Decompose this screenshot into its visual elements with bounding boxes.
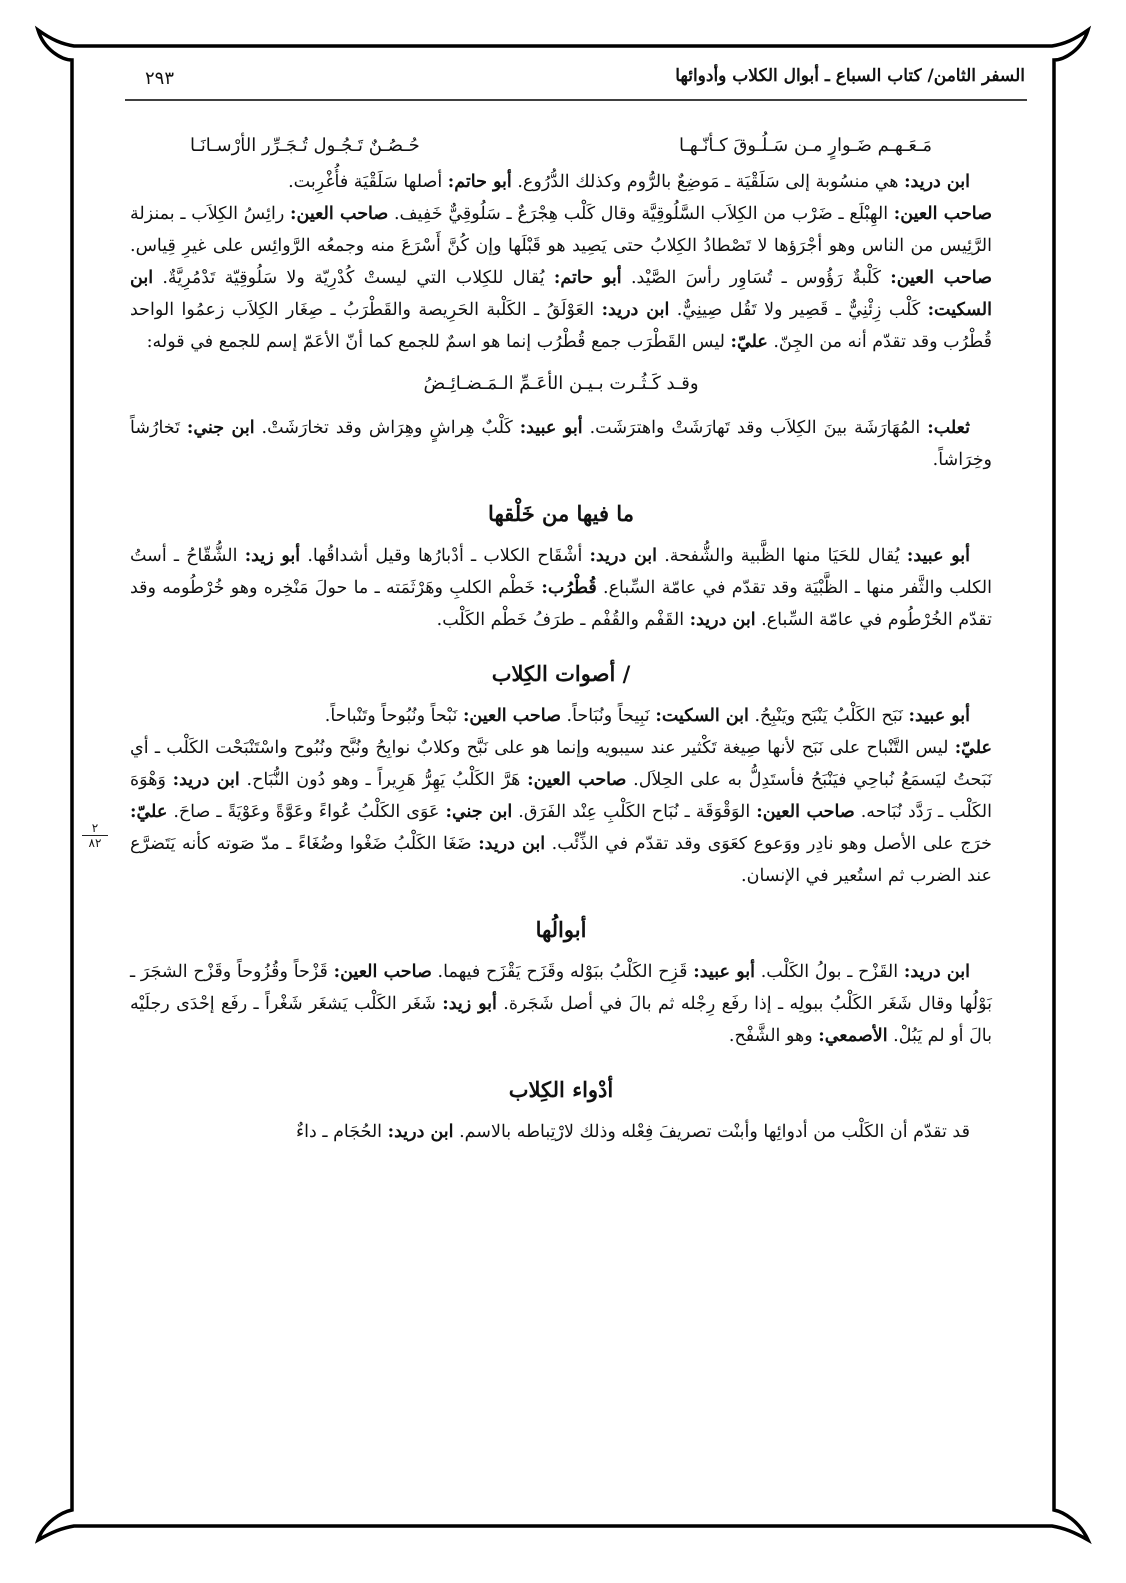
paragraph-text: ليس القَطْرَب جمع قُطْرُب إنما هو اسمٌ للجمع كما أنّ الأعَمّ إسم للجمع في قوله: [146, 332, 731, 352]
speaker: ابن السكيت: [655, 706, 749, 726]
paragraph-text: وهو الشَّفْح. [728, 1026, 819, 1046]
speaker: ابن دريد: [601, 300, 670, 320]
speaker: صاحب العين: [756, 802, 855, 822]
page-number: ٢٩٣ [145, 68, 175, 89]
speaker: ابن جني: [186, 418, 255, 438]
speaker: ابن السكيت: [130, 268, 992, 320]
speaker: أبو حاتم: [553, 268, 622, 288]
paragraph-text: الهِبْلَع ـ ضَرْب من الكِلاَب السَّلُوقِيَّة وقال كَلْب هِجْرَعٌ ـ سَلُوقِيٌّ خَفِيف. [388, 204, 894, 224]
speaker: أبو حاتم: [447, 172, 512, 192]
paragraph-text: قد تقدّم أن الكَلْب من أدوائِها وأبنْت تصريفَ فِعْله وذلك لارْتِباطه بالاسم. [453, 1122, 970, 1142]
paragraph-3 [130, 412, 992, 476]
paragraph-text: خَطْم الكلبِ وهَرْثَمَته ـ ما حولَ مَنْخِره وهو خُرْطُومه وقد تقدّم الخُرْطُوم في عامّة السِّباع. [130, 578, 992, 630]
paragraph-text: نَبْحاً ونُبُوحاً وتَنْباحاً. [324, 706, 463, 726]
speaker: ابن دريد: [478, 834, 546, 854]
speaker: ابن دريد: [589, 546, 658, 566]
speaker: ابن دريد: [904, 172, 970, 192]
paragraph-7 [130, 956, 992, 1052]
speaker: صاحب العين: [890, 268, 992, 288]
paragraph-text: القَزْح ـ بولُ الكَلْب. [754, 962, 904, 982]
paragraph-text: الشُّقّاحُ ـ أستُ الكلب والثَّفر منها ـ الظَّبْيَة وقد تقدّم في عامّة السِّباع. [130, 546, 992, 598]
speaker: أبو عبيد: [519, 418, 583, 438]
speaker: ابن جني: [445, 802, 513, 822]
paragraph-text: تَخارُشاً وخِرَاشاً. [130, 418, 992, 470]
speaker: صاحب العين: [290, 204, 389, 224]
speaker: ابن دريد: [172, 770, 240, 790]
paragraph-4 [130, 540, 992, 636]
paragraph-text: القَفْم والقُفْم ـ طرَفُ خَطْم الكَلْب. [436, 610, 690, 630]
speaker: ابن دريد: [387, 1122, 454, 1142]
paragraph-text: خرَج على الأصل وهو نادِر ووَعوع كعَوَى وقد تقدّم في الذِّئْب. [545, 834, 992, 854]
margin-note-top: ٢ [91, 821, 99, 835]
paragraph-text: كَلْبٌ هِراشٍ وهِرَاش وقد تخارَشَتْ. [254, 418, 520, 438]
speaker: أبو زيد: [244, 546, 301, 566]
verse-second-hemistich: حُـصُـنٌ تَـجُـول تُـجَـرِّر الأرْسـانَـا [190, 135, 420, 156]
speaker: صاحب العين: [462, 706, 561, 726]
speaker: ابن دريد: [903, 962, 970, 982]
paragraph-text: أشْقَاح الكلاب ـ أدْبارُها وقيل أشداقُها. [300, 546, 590, 566]
paragraph-text: كَلْبةٌ رَؤُوس ـ تُسَاوِر رأسَ الصَّيْد. [621, 268, 891, 288]
paragraph-1 [130, 166, 992, 198]
paragraph-text: الوَقْوَقَة ـ نُبَاح الكَلْبِ عِنْد الفَرَق. [512, 802, 757, 822]
paragraph-text: المُهَارَشَة بينَ الكِلاَب وقد تَهارَشَتْ واهترَشَت. [582, 418, 928, 438]
paragraph-text: هَرَّ الكَلْبُ يَهِرُّ هَرِيراً ـ وهو دُون النُّبَاح. [239, 770, 528, 790]
section-title-voices: / أصوات الكِلاب [491, 661, 631, 686]
speaker: ابن دريد: [689, 610, 756, 630]
page-body [130, 130, 992, 1148]
paragraph-2 [130, 198, 992, 358]
section-title-diseases: أدْواء الكِلاب [508, 1077, 614, 1102]
running-header [125, 66, 1025, 96]
verse-line: وقـد كَـثُـرت بـيـن الأعَـمِّ الـمَـضـائِـضُ [423, 373, 699, 394]
verse-couplet [130, 130, 992, 162]
paragraph-text: ليس التَّنْباح على نَبَح لأنها صِيغة تَكْثير عند سيبويه وإنما هو على نَبَّح وكلابٌ نوابِحُ ونُبَّح ونُبُوح واسْتَنْبَحْت الكَلْب ـ أي نَبَحتُ ليَسمَعُ نُباحِي فيَنْبَحُ فأستَدِلُّ به على الحِلاَل. [130, 738, 992, 790]
paragraph-text: أصلها سَلَقْيَة فأُغْرِبت. [288, 172, 448, 192]
paragraph-text: نَبَح الكَلْبُ يَنْبَح ويَنْبِحُ. [748, 706, 909, 726]
paragraph-text: العَوْلَقُ ـ الكَلْبة الحَرِيصة والقَطْرَبُ ـ صِغَار الكِلاَب زعمُوا الواحد قُطْرُب وقد تقدّم أنه من الجِنّ. [130, 300, 992, 352]
speaker: أبو عبيد: [906, 546, 970, 566]
margin-note-bottom: ٨٢ [88, 836, 102, 850]
running-title: السفر الثامن/ كتاب السباع ـ أبوال الكلاب وأدوائها [675, 66, 1025, 86]
paragraph-text: كَلْب زِئْنِيٌّ ـ قَصِير ولا تَقُل صِينِيٌّ. [669, 300, 928, 320]
paragraph-text: نَبِيحاً ونُبَاحاً. [560, 706, 656, 726]
paragraph-text: الحُجَام ـ داءٌ [295, 1122, 388, 1142]
paragraph-text: وَهْوَهَ الكَلْب ـ رَدَّد نُبَاحه. [130, 770, 992, 822]
paragraph-5 [130, 700, 992, 732]
speaker: أبو عبيد: [908, 706, 970, 726]
paragraph-text: يُقال للكِلاب التي ليستْ كُدْرِيّة ولا سَلُوقِيّة تَدْمُرِيَّةٌ. [153, 268, 554, 288]
speaker: عليّ: [730, 332, 768, 352]
paragraph-text: هي منسُوبة إلى سَلَقْيَة ـ مَوضِعٌ بالرُّوم وكذلك الدُّرُوع. [511, 172, 905, 192]
speaker: الأصمعي: [818, 1026, 888, 1046]
speaker: عليّ: [130, 802, 168, 822]
paragraph-text: شَغَر الكَلْب يَشغَر شَغْراً ـ رفَع إحْدَى رجلَيْه بالَ أو لم يَبُلْ. [130, 994, 992, 1046]
section-title-urine: أبوالُها [535, 917, 587, 942]
speaker: صاحب العين: [333, 962, 432, 982]
speaker: صاحب العين: [893, 204, 992, 224]
paragraph-6 [130, 732, 992, 892]
paragraph-text: رائِسُ الكِلاَب ـ بمنزلة الرَّئِيس من الناس وهو أجْرَؤها لا تَصْطادُ الكِلابُ حتى يَصِيد هو قَبْلَها وإن كُنَّ أَسْرَعَ منه وجمعُه الرَّوائِس على غيرِ قِياس. [130, 204, 992, 256]
margin-folio-note [82, 822, 108, 849]
paragraph-8 [130, 1116, 992, 1148]
speaker: قُطْرُب: [541, 578, 597, 598]
speaker: عليّ: [954, 738, 992, 758]
speaker: أبو زيد: [442, 994, 497, 1014]
speaker: ثعلب: [927, 418, 970, 438]
speaker: أبو عبيد: [693, 962, 755, 982]
speaker: صاحب العين: [527, 770, 627, 790]
paragraph-text: عَوَى الكَلْبُ عُواءً وعَوَّةً وعَوْيَةً ـ صاحَ. [167, 802, 446, 822]
verse-first-hemistich: مَـعَـهـم ضَـوارٍ مـن سَـلُـوقَ كـأنّـهـا [679, 135, 932, 156]
section-title-anatomy: ما فيها من خَلْقها [488, 501, 634, 526]
paragraph-text: يُقال للحَيَا منها الظَّبية والشُّفحة. [657, 546, 907, 566]
paragraph-text: قَزِح الكَلْبُ ببَوْله وقَزَح يَقْزَح فيهما. [431, 962, 694, 982]
paragraph-text: قَزْحاً وقُزُوحاً وقَزْح الشجَرَ ـ بَوْلُها وقال شَغَر الكَلْبُ ببولِه ـ إذا رفَع رِجْله ثم بالَ في أصل شَجَرة. [130, 962, 992, 1014]
paragraph-text: ضَغَا الكَلْبُ ضَغْوا وضُغَاءً ـ مدّ صَوته كأنه يَتَضرَّع عند الضرب ثم استُعير في الإنسان. [130, 834, 992, 886]
